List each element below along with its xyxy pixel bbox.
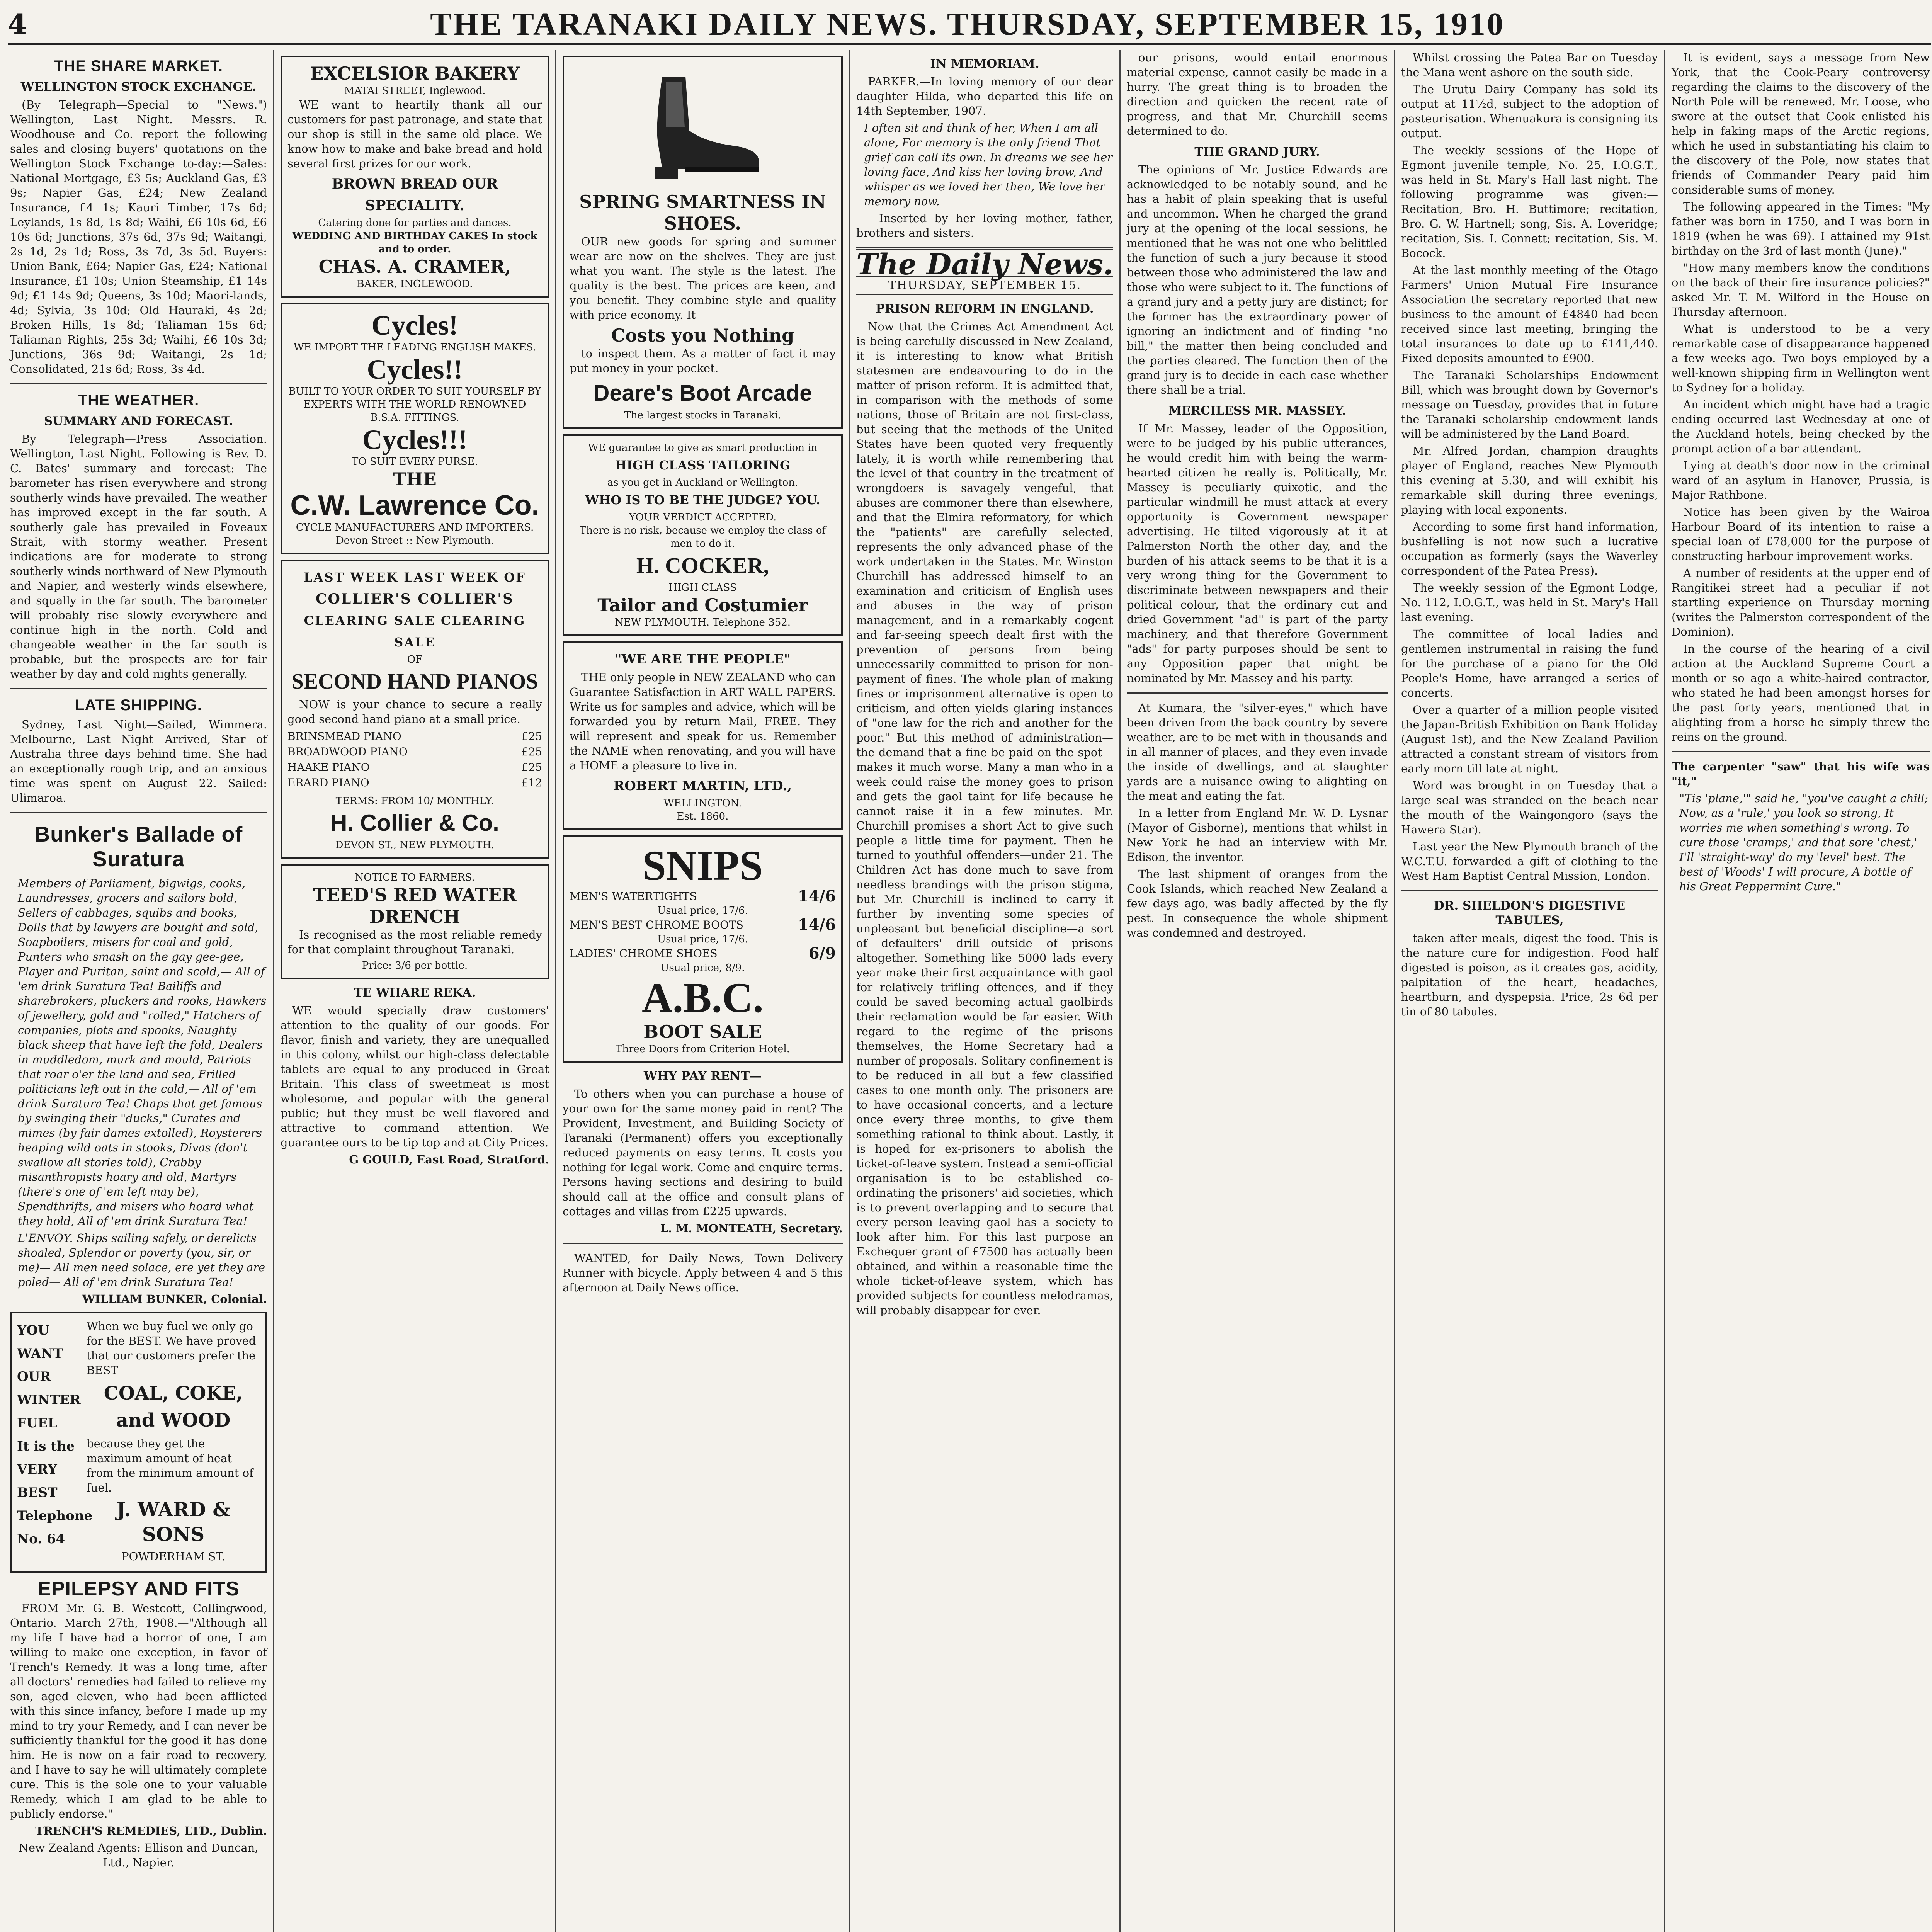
major-rathbone-text: Lying at death's door now in the criminal ward of an asylum in Hanover, Prussia, is Major Rathbone.	[1672, 459, 1930, 502]
cocker-tailor-ad: WE guarantee to give as smart production in HIGH CLASS TAILORING as you get in Auckland or Wellington. WHO IS TO BE THE JUDGE? YOU. YOUR VERDICT ACCEPTED. There is no risk, because we employ the class of men to do it. H. COCKER, HIGH-CLASS Tailor and Costumier NEW PLYMOUTH. Telephone 352.	[563, 434, 843, 636]
ward-fuel-ad	[10, 1312, 267, 1573]
te-whare-reka-heading: TE WHARE REKA.	[354, 986, 476, 1000]
piano-row: BRINSMEAD PIANO £25	[287, 730, 542, 743]
supreme-court-text: In the course of the hearing of a civil action at the Auckland Supreme Court a month or so ago a white-haired contractor, who stated he had been amongst horses for the past forty years, mentioned that in alighting from a horse he simply threw the reins on the ground.	[1672, 642, 1930, 743]
massey-text: If Mr. Massey, leader of the Opposition, were to be judged by his public utterances, he would credit him with being the warm-hearted citizen he really is. Politically, Mr. Massey is peculiarly quixotic, and the particular windmill he must attack at every opportunity is Government newspaper advertising. He tilted vigorously at it at Palmerston North the other day, and the burden of his attack seems to be that it is a very wrong thing for the Government to discriminate between newspapers and their political colour, that the ordinary cut and dried Government "ad" is part of the party machinery, and that therefore Government "ads" for party purposes should be sent to any Opposition paper that might be nominated by Mr. Massey and his party.	[1127, 422, 1388, 685]
urutu-dairy-text: The Urutu Dairy Company has sold its output at 11½d, subject to the adoption of pasteurisation. Whenuakura is consigning its output.	[1401, 83, 1658, 140]
weather-subheading: SUMMARY AND FORECAST.	[44, 414, 233, 428]
epilepsy-text: FROM Mr. G. B. Westcott, Collingwood, Ontario. March 27th, 1908.—"Although all my life I have had a horror of one, I am willing to make one exception, in favor of Trench's Remedy. It was a long time, after all doctors' remedies had failed to relieve my son, aged eleven, who had been afflicted with this since infancy, before I made up my mind to try your Remedy, and I can never be sufficiently thankful for the good it has done him. He is now on a fair road to recovery, and I have to say he will ultimately complete cure. This is the sole one to your valuable Remedy, which I am glad to be able to publicly endorse."	[10, 1602, 267, 1820]
ward-fuel-types: COAL, COKE, and WOOD	[104, 1383, 243, 1431]
hotel-incident-text: An incident which might have had a tragic ending occurred last Wednesday at one of the Auckland hotels, being checked by the prompt action of a bar attendant.	[1672, 398, 1930, 455]
stranded-seal-text: Word was brought in on Tuesday that a large seal was stranded on the beach near the mouth of the Waingongoro (says the Hawera Star).	[1401, 779, 1658, 836]
bunker-ballade-heading: Bunker's Ballade of Suratura	[34, 822, 243, 871]
times-longevity-text: The following appeared in the Times: "My father was born in 1750, and I was born in 1819 (when he was 69). I attained my 91st birthday on the 3rd of last month (June)."	[1672, 200, 1930, 257]
kumara-text: At Kumara, the "silver-eyes," which have been driven from the back country by severe weather, are to be met with in thousands and in all manner of places, and they even invade the inside of dwellings, and at slaughter yards are a nuisance owing to alighting on the meat and eating the fat.	[1127, 701, 1388, 803]
japan-british-exhibition-text: Over a quarter of a million people visited the Japan-British Exhibition on Bank Holiday (August 1st), and the New Zealand Pavilion attracted a constant stream of visitors from early morn till late at night.	[1401, 703, 1658, 775]
column-1	[4, 50, 274, 1932]
epilepsy-signature: TRENCH'S REMEDIES, LTD., Dublin.	[35, 1824, 267, 1837]
why-pay-rent-heading: WHY PAY RENT—	[643, 1069, 762, 1083]
hope-of-egmont-text: The weekly sessions of the Hope of Egmont juvenile temple, No. 25, I.O.G.T., was held in St. Mary's Hall last night. The following programme was given:— Recitation, Bro. H. Buttimore; recitation, Bro. G. W. Hartnell; song, Sis. A. Loveridge; recitation, Sis. I. Connett; recitation, Sis. M. Bocock.	[1401, 144, 1658, 260]
ward-name: J. WARD & SONS	[116, 1498, 230, 1546]
divider	[1127, 692, 1388, 694]
oranges-text: The last shipment of oranges from the Cook Islands, which reached New Zealand a few days ago, was badly affected by the fly pest. In consequence the whole shipment was condemned and destroyed.	[1127, 867, 1388, 939]
why-pay-rent-text: To others when you can purchase a house of your own for the same money paid in rent? The Provident, Investment, and Building Society of Taranaki (Permanent) offers you exceptionally reduced payments on easy terms. It costs you nothing for legal work. Come and enquire terms. Persons having sections and desiring to build should call at the office and consult plans of cottages and villas from £225 upwards.	[563, 1087, 843, 1218]
deares-boot-ad: SPRING SMARTNESS IN SHOES. OUR new goods for spring and summer wear are now on the shelves. They are just what you want. The style is the latest. The quality is the best. The prices are keen, and you benefit. They combine style and quality with price economy. It Costs you Nothing to inspect them. As a matter of fact it may put money in your pocket. Deare's Boot Arcade The largest stocks in Taranaki.	[563, 56, 843, 429]
masthead	[8, 5, 1931, 45]
grand-jury-heading: THE GRAND JURY.	[1194, 145, 1320, 159]
piano-row: BROADWOOD PIANO £25	[287, 745, 542, 758]
in-memoriam-verse: I often sit and think of her, When I am all alone, For memory is the only friend That grief can call its own. In dreams we see her loving face, And kiss her loving brow, And whisper as we loved her then, We love her memory now.	[864, 121, 1113, 208]
in-memoriam-heading: IN MEMORIAM.	[930, 57, 1039, 71]
column-6	[1395, 50, 1665, 1932]
ward-right-column: When we buy fuel we only go for the BEST. We have proved that our customers prefer the BEST COAL, COKE, and WOOD because they get the maximum amount of heat from the minimum amount of fuel. J. WARD & SONS POWDERHAM ST.	[87, 1319, 260, 1566]
te-whare-reka-text: WE would specially draw customers' attention to the quality of our goods. For flavor, finish and variety, they are unequalled in this colony, whilst our high-class delectable tablets are equal to any produced in Great Britain. This class of sweetmeat is most wholesome, and popular with the general public; but they must be well flavored and attractive to command attention. We guarantee ours to be tip top and at City Prices.	[281, 1004, 549, 1149]
ladies-shoe-illustration	[639, 69, 767, 185]
piano-row: ERARD PIANO £12	[287, 776, 542, 789]
editorial-dateline: THURSDAY, SEPTEMBER 15.	[856, 276, 1113, 295]
abc-boot-sale-ad: SNIPS MEN'S WATERTIGHTS 14/6 Usual price, 17/6. MEN'S BEST CHROME BOOTS 14/6 Usual price, 17/6. LADIES' CHROME SHOES 6/9 Usual price, 8/9. A.B.C. BOOT SALE Three Doors from Criterion Hotel.	[563, 835, 843, 1063]
cook-peary-text: It is evident, says a message from New York, that the Cook-Peary controversy regarding the claims to the discovery of the North Pole will be renewed. Mr. Loose, who swore at the outset that Cook enlisted his help in faking maps of the Arctic regions, which he used in substantiating his claim to the discovery of the Pole, now states that friends of Commander Peary paid him considerable sums of money.	[1672, 51, 1930, 196]
piano-row: HAAKE PIANO £25	[287, 761, 542, 774]
teeds-drench-ad: NOTICE TO FARMERS. TEED'S RED WATER DRENCH Is recognised as the most reliable remedy for that complaint throughout Taranaki. Price: 3/6 per bottle.	[281, 864, 549, 979]
lysnar-text: In a letter from England Mr. W. D. Lysnar (Mayor of Gisborne), mentions that whilst in New York he had an interview with Mr. Edison, the inventor.	[1127, 806, 1388, 864]
carpenter-verse: "Tis 'plane,'" said he, "you've caught a chill; Now, as a 'rule,' you look so strong, It worries me when something's wrong. To cure those 'cramps,' and that sore 'chest,' I'll 'straight-way' do my 'level' best. The best of 'Woods' I will procure, A bottle of his Great Peppermint Cure."	[1679, 792, 1929, 893]
rangitikei-street-text: A number of residents at the upper end of Rangitikei street had a peculiar if not startling experience on Thursday morning (writes the Palmerston correspondent of the Dominion).	[1672, 566, 1930, 638]
in-memoriam-text: PARKER.—In loving memory of our dear daughter Hilda, who departed this life on 14th September, 1907.	[856, 75, 1113, 117]
snip-row: LADIES' CHROME SHOES 6/9	[570, 944, 836, 963]
colliers-pianos-ad: LAST WEEK LAST WEEK OF COLLIER'S COLLIER'S CLEARING SALE CLEARING SALE OF SECOND HAND PIANOS NOW is your chance to secure a really good second hand piano at a small price. BRINSMEAD PIANO £25 BROADWOOD PIANO £25 HAAKE PIANO £25 ERARD PIANO £12 TERMS: FROM 10/ MONTHLY. H. Collier & Co. DEVON ST., NEW PLYMOUTH.	[281, 560, 549, 859]
column-5	[1121, 50, 1395, 1932]
scholarships-text: The Taranaki Scholarships Endowment Bill, which was brought down by Governor's message on Tuesday, provides that in future the Taranaki scholarship endowment lands will be administered by the Land Board.	[1401, 369, 1658, 440]
excelsior-bakery-ad: EXCELSIOR BAKERY MATAI STREET, Inglewood. WE want to heartily thank all our customers for past patronage, and state that our shop is still in the same old place. We know how to make and bake bread and hold several first prizes for our work. BROWN BREAD OUR SPECIALITY. Catering done for parties and dances. WEDDING AND BIRTHDAY CAKES In stock and to order. CHAS. A. CRAMER, BAKER, INGLEWOOD.	[281, 56, 549, 298]
divider	[1672, 751, 1930, 752]
snip-row: MEN'S BEST CHROME BOOTS 14/6	[570, 916, 836, 934]
wctu-gift-text: Last year the New Plymouth branch of the W.C.T.U. forwarded a gift of clothing to the West Ham Baptist Central Mission, London.	[1401, 840, 1658, 883]
weather-text: By Telegraph—Press Association. Wellington, Last Night. Following is Rev. D. C. Bates' summary and forecast:—The barometer has risen everywhere and strong southerly winds have prevailed. The weather has improved except in the far south. A southerly gale has prevailed in Foveaux Strait, with stormy weather. Present indications are for moderate to strong southerly winds northward of New Plymouth and Napier, and westerly winds elsewhere, and squally in the far south. The barometer will probably rise slowly everywhere and continue high in the north. Cold and changeable weather in the far south is probable, but the prospects are for fair weather by day and cold nights generally.	[10, 432, 267, 680]
grand-jury-text: The opinions of Mr. Justice Edwards are acknowledged to be notably sound, and he has a habit of plain speaking that is useful and uncommon. When he charged the grand jury at the opening of the local sessions, he mentioned that he was not one who belittled the function of such a jury because it stood between those who administered the law and those who were subject to it. The functions of a grand jury and a petty jury are distinct; for the former has the extraordinary power of ignoring an indictment and of finding "no bill," the matter then being concluded and the parties cleared. The function then of the grand jury is to decide in each case whether there shall be a trial.	[1127, 163, 1388, 396]
snip-row: MEN'S WATERTIGHTS 14/6	[570, 887, 836, 905]
divider	[1401, 890, 1658, 891]
lawrence-cycles-ad: Cycles! WE IMPORT THE LEADING ENGLISH MAKES. Cycles!! BUILT TO YOUR ORDER TO SUIT YOURSELF BY EXPERTS WITH THE WORLD-RENOWNED B.S.A. FITTINGS. Cycles!!! TO SUIT EVERY PURSE. THE C.W. Lawrence Co. CYCLE MANUFACTURERS AND IMPORTERS. Devon Street :: New Plymouth.	[281, 303, 549, 554]
egmont-lodge-text: The weekly session of the Egmont Lodge, No. 112, I.O.G.T., was held in St. Mary's Hall last evening.	[1401, 581, 1658, 624]
divider	[563, 1243, 843, 1244]
bunker-lenvoy: L'ENVOY. Ships sailing safely, or derelicts shoaled, Splendor or poverty (you, sir, or me)— All men need solace, ere yet they are poled— All of 'em drink Suratura Tea!	[18, 1231, 265, 1289]
massey-heading: MERCILESS MR. MASSEY.	[1168, 404, 1346, 418]
prison-reform-text: Now that the Crimes Act Amendment Act is being carefully discussed in New Zealand, it is interesting to know what British statesmen are endeavouring to do in the matter of prison reform. It is admitted that, in comparison with the methods of some nations, those of Britain are not first-class, but seeing that the methods of the United States have been quoted very frequently lately, it is worth while remembering that the level of that country in the treatment of wrongdoers is savagely vengeful, that abuses are commoner there than elsewhere, and that the Elmira reformatory, for which the "patients" are carefully selected, represents the only advanced phase of the work undertaken in the States. Mr. Winston Churchill has addressed himself to an examination and criticism of English uses and abuses in the way of prison management, and in a remarkably cogent and far-seeing speech dealt first with the prevention of persons from being unnecessarily committed to prison for non-payment of fines. The whole plan of making fines or imprisonment alternative is open to criticism, and often yields glaring instances of "one law for the rich and another for the poor." But this method of administration—the demand that a fine be paid on the spot—makes it much worse. Many a man who in a week could raise the money goes to prison and gets the gaol taint for life because he cannot raise it in a few minutes. Mr. Churchill promises a short Act to give such people a little time for payment. Then he turned to youthful offenders—under 21. The Children Act has done much to save from needless brandings with the prison stigma, but Mr. Churchill is inclined to carry it further by inventing some species of unpleasant but beneficial discipline—a sort of defaulters' drill—outside of prisons altogether. Something like 5000 lads every year make their first acquaintance with gaol for relatively trifling offences, and if they could be saved becoming actual gaolbirds their reclamation would be far easier. With regard to the regime of the prisons themselves, the Home Secretary had a number of proposals. Solitary confinement is to be reduced in all but a few classified cases to one month only. The prisoners are to have occasional concerts, and a lecture once every three months, to give them something rational to think about. Lastly, it is hoped for ex-prisoners to abolish the ticket-of-leave system. Instead a semi-official organisation is to be established co-ordinating the prisoners' aid societies, which is to prevent overlapping and to secure that every person leaving gaol has a society to look after him. For this last purpose an Exchequer grant of £7500 has actually been obtained, and within a reasonable time the whole ticket-of-leave system, which has provided subjects for countless melodramas, will probably disappear for ever.	[856, 320, 1113, 1317]
carpenter-heading: The carpenter "saw" that his wife was "it,"	[1672, 760, 1930, 788]
jordan-draughts-text: Mr. Alfred Jordan, champion draughts player of England, reaches New Plymouth this evening at 5.30, and will exhibit his remarkable skill during three evenings, playing with local exponents.	[1401, 444, 1658, 516]
bunker-signature: WILLIAM BUNKER, Colonial.	[82, 1293, 267, 1306]
weather-heading: THE WEATHER.	[78, 392, 199, 409]
column-7	[1665, 50, 1932, 1932]
patea-bar-text: Whilst crossing the Patea Bar on Tuesday the Mana went ashore on the south side.	[1401, 51, 1658, 79]
in-memoriam-signature: —Inserted by her loving mother, father, brothers and sisters.	[856, 212, 1113, 240]
prison-reform-continued: our prisons, would entail enormous material expense, cannot easily be made in a hurry. The great thing is to broaden the direction and quicken the recent rate of progress, and that Mr. Churchill seems determined to do.	[1127, 51, 1388, 138]
sheldon-tabules-heading: DR. SHELDON'S DIGESTIVE TABULES,	[1434, 899, 1626, 927]
divider	[10, 812, 267, 813]
column-2	[274, 50, 556, 1932]
column-4	[850, 50, 1121, 1932]
newspaper-title: THE TARANAKI DAILY NEWS. THURSDAY, SEPTEMBER 15, 1910	[430, 6, 1505, 42]
prison-reform-heading: PRISON REFORM IN ENGLAND.	[876, 302, 1094, 316]
wairoa-harbour-text: Notice has been given by the Wairoa Harbour Board of its intention to raise a special loan of £78,000 for the purpose of constructing harbour improvement works.	[1672, 505, 1930, 563]
bunker-ballade-verse: Members of Parliament, bigwigs, cooks, Laundresses, grocers and sailors bold, Sellers of cabbages, squibs and books, Dolls that by lawyers are bought and sold, Soapboilers, misers for coal and gold, Punters who smash on the gay gee-gee, Player and Puritan, saint and scold,— All of 'em drink Suratura Tea! Bailiffs and sharebrokers, pluckers and rooks, Hawkers of jewellery, gold and "rolled," Hatchers of companies, plots and spooks, Naughty black sheep that have left the fold, Dealers in muddledom, murk and mould, Patriots that roar o'er the land and sea, Frilled politicians left out in the cold,— All of 'em drink Suratura Tea! Chaps that get famous by swinging their "ducks," Curates and mimes (by fair dames extolled), Roysterers heaping wild oats in stooks, Divas (don't swallow all stories told), Crabby misanthropists hoary and old, Martyrs (there's one of 'em left may be), Spendthrifts, and misers who hoard what they hold, All of 'em drink Suratura Tea!	[18, 877, 267, 1228]
concerts-committee-text: The committee of local ladies and gentlemen instrumental in raising the fund for the purchase of a piano for the Old People's Home, have arranged a series of concerts.	[1401, 628, 1658, 699]
sheldon-tabules-text: taken after meals, digest the food. This is the nature cure for indigestion. Food half digested is poison, as it creates gas, acidity, palpitation of the heart, headaches, heartburn, and dyspepsia. Price, 2s 6d per tin of 80 tabules.	[1401, 932, 1658, 1018]
epilepsy-agents: New Zealand Agents: Ellison and Duncan, Ltd., Napier.	[19, 1841, 259, 1869]
stock-exchange-subheading: WELLINGTON STOCK EXCHANGE.	[20, 80, 257, 94]
robert-martin-ad: "WE ARE THE PEOPLE" THE only people in NEW ZEALAND who can Guarantee Satisfaction in ART WALL PAPERS. Write us for samples and advice, which will be forwarded you by return Mail, FREE. They will represent and speak for us. Remember the NAME when renovating, and you will have a HOME a pleasure to live in. ROBERT MARTIN, LTD., WELLINGTON. Est. 1860.	[563, 641, 843, 830]
share-market-text: (By Telegraph—Special to "News.") Wellington, Last Night. Messrs. R. Woodhouse and Co. report the following sales and closing buyers' quotations on the Wellington Stock Exchange to-day:—Sales: National Mortgage, £3 5s; Auckland Gas, £3 9s; Napier Gas, £24; New Zealand Insurance, £4 1s; Kauri Timber, 17s 6d; Leylands, 1s 8d, 1s 8d; Waihi, £6 10s 6d, £6 10s 6d; Junctions, 37s 6d, 37s 9d; Waitangi, 2s 1d, 2s 1d; Ross, 3s 7d, 3s 5d. Buyers: Union Bank, £64; Napier Gas, £24; National Insurance, £1 10s; Union Steamship, £1 14s 9d; £1 14s 9d; Queens, 3s 10d; Maori-lands, 4d; Sylvia, 3s 10d; Old Hauraki, 4s 2d; Broken Hills, 1s 8d; Taliaman 15s 6d; Taliaman Rights, 25s 3d; Waihi, £6 10s 3d; Junctions, 36s 9d; Waitangi, 2s 1d; Consolidated, 21s 6d; Ross, 3s 4d.	[10, 98, 267, 376]
why-pay-rent-signature: L. M. MONTEATH, Secretary.	[660, 1222, 843, 1235]
otago-farmers-text: At the last monthly meeting of the Otago Farmers' Union Mutual Fire Insurance Association the secretary reported that new business to the amount of £4840 had been received since last meeting, bringing the total insurances to date up to £141,440. Fixed deposits amounted to £900.	[1401, 264, 1658, 365]
column-3	[556, 50, 850, 1932]
te-whare-reka-signature: G GOULD, East Road, Stratford.	[349, 1153, 549, 1166]
wanted-notice: WANTED, for Daily News, Town Delivery Runner with bicycle. Apply between 4 and 5 this afternoon at Daily News office.	[563, 1252, 843, 1294]
fire-insurance-text: "How many members know the conditions on the back of their fire insurance policies?" asked Mr. T. M. Wilford in the House on Thursday afternoon.	[1672, 261, 1930, 318]
page-number: 4	[8, 7, 27, 41]
divider	[10, 383, 267, 384]
bushfelling-text: According to some first hand information, bushfelling is not now such a lucrative occupation as formerly (says the Waverley correspondent of the Patea Press).	[1401, 520, 1658, 577]
daily-news-nameplate: The Daily News.	[856, 248, 1113, 281]
shipping-text: Sydney, Last Night—Sailed, Wimmera. Melbourne, Last Night—Arrived, Star of Australia three days behind time. She had an exceptionally rough trip, and an anxious time was spent on August 22. Sailed: Ulimaroa.	[10, 718, 267, 804]
divider	[10, 688, 267, 689]
shipping-heading: LATE SHIPPING.	[75, 697, 202, 714]
epilepsy-heading: EPILEPSY AND FITS	[37, 1578, 240, 1600]
share-market-heading: THE SHARE MARKET.	[54, 58, 223, 75]
ward-left-column: YOU WANT OUR WINTER FUEL It is the VERY BEST Telephone No. 64	[17, 1323, 93, 1547]
disappearance-text: What is understood to be a very remarkable case of disappearance happened a few weeks ago. Two boys employed by a well-known shipping firm in Wellington went to Sydney for a holiday.	[1672, 322, 1930, 394]
